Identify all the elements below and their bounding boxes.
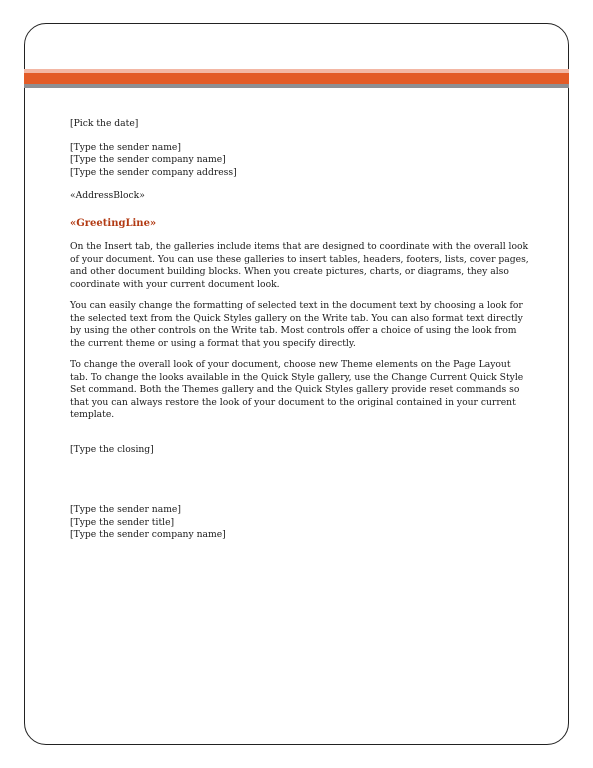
closing-placeholder[interactable]: [Type the closing] bbox=[70, 443, 154, 455]
signature-title-placeholder[interactable]: [Type the sender title] bbox=[70, 516, 175, 528]
header-band-middle bbox=[24, 73, 569, 84]
date-field[interactable] bbox=[70, 118, 530, 131]
sender-company-address-placeholder[interactable]: [Type the sender company address] bbox=[70, 166, 237, 178]
sender-block bbox=[70, 142, 530, 180]
header-color-bands bbox=[24, 69, 569, 89]
sender-name-placeholder[interactable]: [Type the sender name] bbox=[70, 141, 181, 153]
greeting-merge-field[interactable]: «GreetingLine» bbox=[70, 217, 157, 229]
header-band-bottom bbox=[24, 84, 569, 88]
sender-company-name-placeholder[interactable]: [Type the sender company name] bbox=[70, 154, 226, 165]
signature-company-name-placeholder[interactable]: [Type the sender company name] bbox=[70, 529, 226, 540]
body-paragraph-2: You can easily change the formatting of selected text in the document text by choosing a look for the selected text from the Quick Styles gallery on the Write tab. You can also format text directly by using the other controls on the Write tab. Most controls offer a choice of using the look from the current theme or using a format that you specify directly. bbox=[70, 300, 523, 349]
greeting-line bbox=[70, 218, 530, 231]
address-block-merge-field[interactable]: «AddressBlock» bbox=[70, 190, 145, 201]
letter-body bbox=[70, 118, 530, 542]
signature-name-placeholder[interactable]: [Type the sender name] bbox=[70, 504, 181, 515]
closing bbox=[70, 444, 530, 457]
body-paragraph-1: On the Insert tab, the galleries include items that are designed to coordinate with the overall look of your document. You can use these galleries to insert tables, headers, footers, lists, cover pages, and other document building blocks. When you create pictures, charts, or diagrams, they also coordinate with your current document look. bbox=[70, 241, 529, 290]
body-paragraph-3: To change the overall look of your document, choose new Theme elements on the Page Layout tab. To change the looks available in the Quick Style gallery, use the Change Current Quick Style Set command. Both the Themes gallery and the Quick Styles gallery provide reset commands so that you can always restore the look of your document to the original contained in your current template. bbox=[70, 359, 524, 420]
date-placeholder[interactable]: [Pick the date] bbox=[70, 118, 139, 129]
signature-block bbox=[70, 504, 530, 542]
address-block bbox=[70, 190, 530, 203]
